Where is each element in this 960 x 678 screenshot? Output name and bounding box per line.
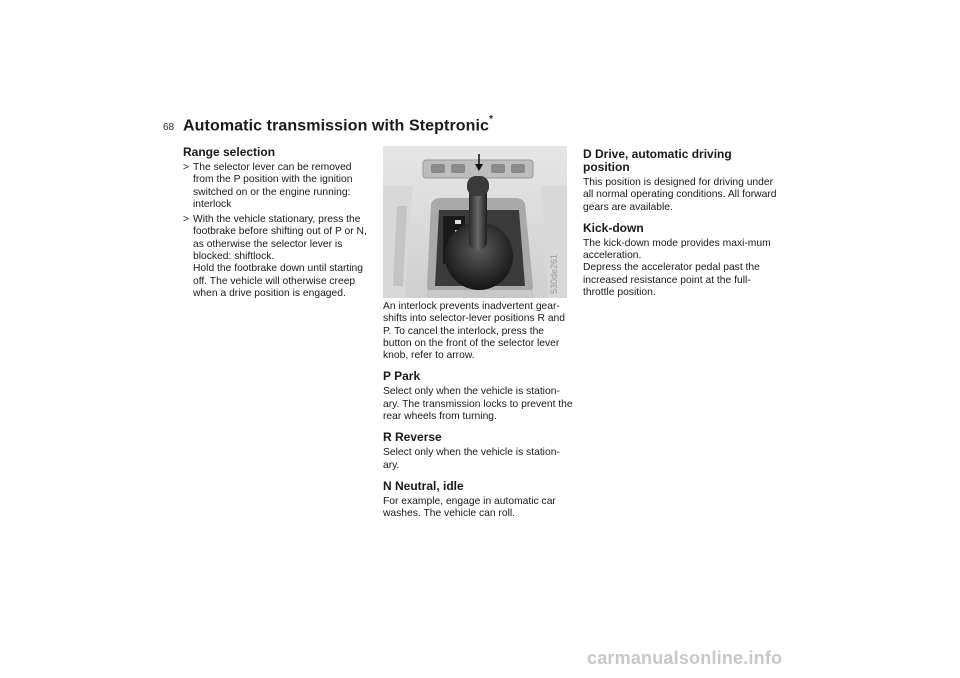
optional-equipment-mark: * xyxy=(489,114,494,125)
park-text: Select only when the vehicle is station-ary. The transmission locks to prevent the rear wheels from turning. xyxy=(383,386,573,423)
park-section xyxy=(383,370,573,423)
column-3 xyxy=(583,146,778,307)
neutral-heading: N Neutral, idle xyxy=(383,478,464,493)
neutral-section xyxy=(383,480,573,521)
site-watermark: carmanualsonline.info xyxy=(587,648,783,668)
image-code-label: 530de261 xyxy=(549,253,559,294)
selector-lever-photo xyxy=(383,146,567,298)
reverse-section xyxy=(383,431,573,472)
list-item-text: The selector lever can be removed from the P position with the ignition switched on or the engine running: interlock xyxy=(193,162,353,210)
list-item xyxy=(183,214,373,300)
column-1 xyxy=(183,146,373,303)
kickdown-text: The kick-down mode provides maxi-mum acceleration. xyxy=(583,237,771,262)
neutral-text: For example, engage in automatic car washes. The vehicle can roll. xyxy=(383,495,556,520)
kickdown-section xyxy=(583,222,778,299)
page-number: 68 xyxy=(163,122,175,133)
column-2 xyxy=(383,146,573,529)
range-selection-list xyxy=(183,162,373,300)
reverse-text: Select only when the vehicle is station-ary. xyxy=(383,447,560,471)
page-title xyxy=(183,116,493,135)
drive-heading: D Drive, automatic driving position xyxy=(583,147,732,174)
page-title-text: Automatic transmission with Steptronic xyxy=(183,117,490,135)
list-item xyxy=(183,162,373,211)
reverse-heading: R Reverse xyxy=(383,430,442,445)
drive-section xyxy=(583,148,778,214)
range-selection-heading: Range selection xyxy=(183,145,276,159)
park-heading: P Park xyxy=(383,369,421,384)
drive-text: This position is designed for driving under all normal operating conditions. All forward gears are available. xyxy=(583,177,777,213)
list-item-extra-text: Hold the footbrake down until starting off. The vehicle will otherwise creep when a drive position is engaged. xyxy=(193,263,363,299)
kickdown-text-2: Depress the accelerator pedal past the increased resistance point at the full-throttle position. xyxy=(583,262,760,299)
list-item-text: With the vehicle stationary, press the footbrake before shifting out of P or N, as otherwise the selector lever is blocked: shiftlock. xyxy=(193,214,367,263)
bullet-marker: > xyxy=(183,162,190,173)
bullet-marker: > xyxy=(183,214,190,226)
kickdown-heading: Kick-down xyxy=(583,220,644,235)
interlock-caption: An interlock prevents inadvertent gear-shifts into selector-lever positions R and P. To cancel the interlock, press the button on the front of the selector lever knob, refer to arrow. xyxy=(383,301,565,362)
